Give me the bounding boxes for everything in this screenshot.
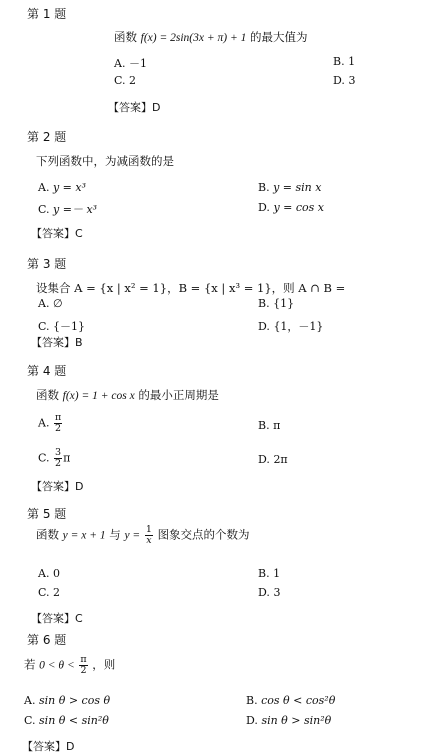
stem-formula: 0 < θ < [39, 659, 75, 672]
question-6-title: 第 6 题 [27, 633, 67, 647]
q5-option-a: A. 0 [38, 567, 60, 580]
question-4-title: 第 4 题 [27, 364, 67, 378]
q5-answer: 【答案】C [31, 612, 83, 625]
q5-option-d: D. 3 [258, 586, 281, 599]
question-2-title: 第 2 题 [27, 130, 67, 144]
q4-option-c: C. $\frac{3}{2}$ π [38, 447, 71, 469]
question-3-stem: 设集合 A = {x | x² = 1}，B = {x | x³ = 1}，则 A ∩ B = [36, 281, 346, 295]
stem-formula: y = x + 1 [62, 529, 106, 542]
question-4-stem [36, 387, 219, 403]
fraction: $\frac{\pi}{2}$ [54, 412, 62, 434]
q1-answer: 【答案】D [108, 101, 161, 114]
q3-option-b: B. {1} [258, 297, 295, 310]
q2-option-a: A. y = x³ [38, 181, 86, 194]
stem-text: ，则 [92, 657, 116, 672]
q2-option-b: B. y = sin x [258, 181, 322, 194]
stem-formula: y = [124, 529, 141, 542]
q1-option-d: D. 3 [333, 74, 356, 87]
q4-answer: 【答案】D [31, 480, 84, 493]
q3-option-d: D. {1，－1} [258, 320, 324, 333]
question-5-stem [36, 525, 250, 546]
question-1-title: 第 1 题 [27, 7, 67, 21]
question-3-title: 第 3 题 [27, 257, 67, 271]
q3-answer: 【答案】B [31, 336, 83, 349]
stem-text: 图象交点的个数为 [157, 527, 250, 542]
q5-option-b: B. 1 [258, 567, 281, 580]
q3-option-a: A. ∅ [38, 297, 63, 310]
stem-formula: f(x) = 1 + cos x [62, 390, 135, 402]
stem-text: 函数 [36, 527, 59, 542]
q1-option-c: C. 2 [114, 74, 137, 87]
stem-text: 函数 [114, 30, 137, 44]
stem-text: 函数 [36, 388, 59, 402]
q1-option-a: A. －1 [114, 57, 147, 70]
question-2-stem: 下列函数中，为减函数的是 [36, 154, 174, 168]
question-6-stem [24, 655, 115, 676]
stem-formula: f(x) = 2sin(3x + π) + 1 [140, 32, 247, 44]
q6-option-a: A. sin θ > cos θ [24, 694, 111, 707]
q2-option-c: C. y =－ x³ [38, 203, 98, 216]
fraction: $\frac{3}{2}$ [55, 447, 62, 469]
q6-option-b: B. cos θ < cos²θ [246, 694, 336, 707]
q4-option-d: D. 2π [258, 453, 288, 466]
q5-option-c: C. 2 [38, 586, 61, 599]
stem-text: 与 [109, 527, 121, 542]
q2-answer: 【答案】C [31, 227, 83, 240]
q2-option-d: D. y = cos x [258, 201, 324, 214]
stem-text: 若 [24, 657, 36, 672]
question-1-stem [114, 29, 308, 45]
q6-option-c: C. sin θ < sin²θ [24, 714, 109, 727]
stem-text: 的最小正周期是 [138, 388, 219, 402]
question-5-title: 第 5 题 [27, 507, 67, 521]
stem-text: 的最大值为 [250, 30, 308, 44]
q4-option-a: A. $\frac{\pi}{2}$ [38, 412, 62, 434]
q4-option-b: B. π [258, 419, 281, 432]
q1-option-b: B. 1 [333, 55, 356, 68]
q6-answer: 【答案】D [22, 740, 75, 753]
q6-option-d: D. sin θ > sin²θ [246, 714, 332, 727]
q3-option-c: C. {－1} [38, 320, 86, 333]
fraction: $\frac{1}{x}$ [145, 524, 152, 546]
fraction: $\frac{\pi}{2}$ [80, 654, 87, 676]
